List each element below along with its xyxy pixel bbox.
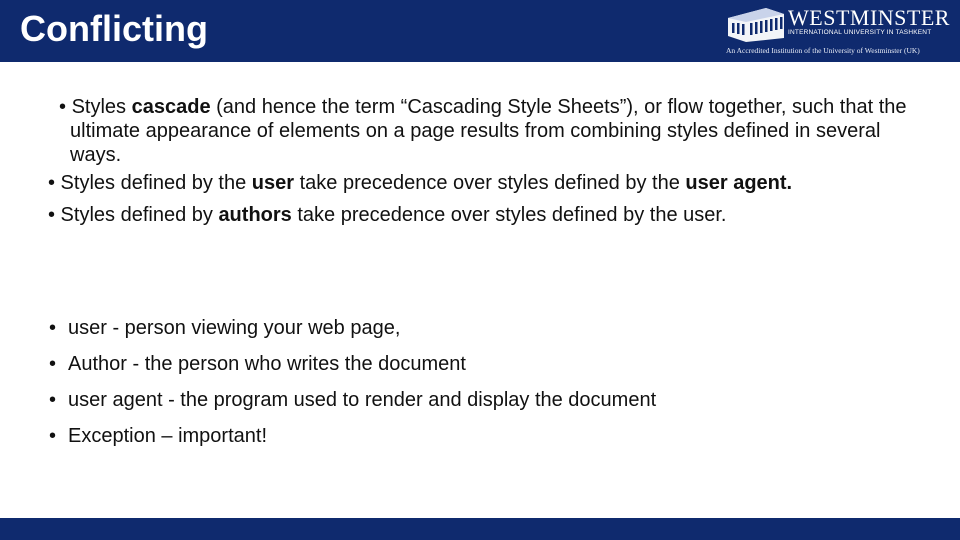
text-run: (and hence the term “Cascading Style Sheets”), or flow together, such that the ultimate appearance of elements on a page results from combining styles defined in several ways. xyxy=(70,96,907,166)
bullet: • xyxy=(49,317,57,339)
text-run: Styles xyxy=(71,96,132,118)
text-run: • Styles defined by the xyxy=(48,172,252,194)
paragraph-user xyxy=(48,171,928,195)
bold-term-cascade: cascade xyxy=(131,96,211,118)
definitions-list xyxy=(48,316,656,460)
list-item-text: Author - the person who writes the document xyxy=(68,353,466,375)
list-item xyxy=(48,388,656,424)
slide-title: Conflicting xyxy=(20,8,208,49)
university-logo xyxy=(722,2,956,60)
text-run: take precedence over styles defined by the xyxy=(294,172,686,194)
text-run: take precedence over styles defined by the user. xyxy=(291,204,727,226)
paragraph-cascade xyxy=(50,95,928,167)
building-icon xyxy=(726,4,786,44)
footer-band xyxy=(0,518,960,540)
bold-term-authors: authors xyxy=(218,204,292,226)
list-item xyxy=(48,352,656,388)
list-item xyxy=(48,424,656,460)
bullet: • xyxy=(59,96,67,118)
bullet: • xyxy=(49,425,57,447)
paragraph-authors xyxy=(48,203,928,227)
bullet: • xyxy=(49,389,57,411)
bold-term-user: user xyxy=(251,172,295,194)
list-item-text: user - person viewing your web page, xyxy=(68,317,401,339)
logo-tagline: An Accredited Institution of the University of Westminster (UK) xyxy=(726,46,920,55)
list-item xyxy=(48,316,656,352)
slide-body xyxy=(48,95,928,227)
bold-term-user-agent: user agent. xyxy=(685,172,793,194)
logo-name: WESTMINSTER xyxy=(788,5,950,30)
logo-subtitle: INTERNATIONAL UNIVERSITY IN TASHKENT xyxy=(788,29,932,36)
header-band xyxy=(0,0,960,62)
list-item-text: user agent - the program used to render and display the document xyxy=(68,389,657,411)
list-item-text: Exception – important! xyxy=(68,425,267,447)
text-run: • Styles defined by xyxy=(48,204,219,226)
bullet: • xyxy=(49,353,57,375)
